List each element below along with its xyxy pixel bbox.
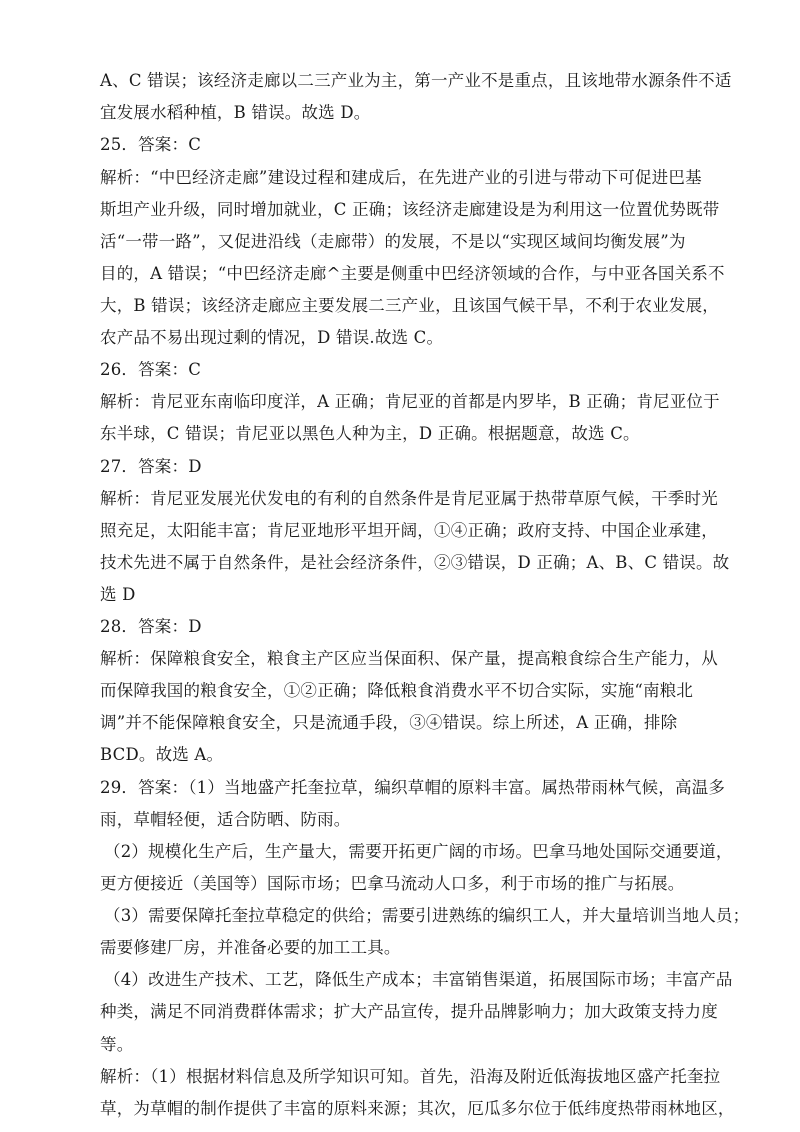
answer-heading-29: 29．答案：（1）当地盛产托奎拉草，编织草帽的原料丰富。属热带雨林气候，高温多 xyxy=(100,778,726,797)
answer-heading-28: 28．答案：D xyxy=(100,617,202,636)
text-line: （2）规模化生产后，生产量大，需要开拓更广阔的市场。巴拿马地处国际交通要道， xyxy=(104,842,733,861)
text-line: （4）改进生产技术、工艺，降低生产成本；丰富销售渠道，拓展国际市场；丰富产品 xyxy=(104,970,733,989)
answer-heading-26: 26．答案：C xyxy=(100,360,202,379)
text-line: A、C 错误；该经济走廊以二三产业为主，第一产业不是重点，且该地带水源条件不适 xyxy=(100,71,732,90)
answer-heading-25: 25．答案：C xyxy=(100,135,202,154)
text-line: 照充足，太阳能丰富；肯尼亚地形平坦开阔，①④正确；政府支持、中国企业承建， xyxy=(100,521,718,540)
text-line: 选 D xyxy=(100,585,136,604)
text-line: 农产品不易出现过剩的情况，D 错误.故选 C。 xyxy=(100,328,444,347)
text-line: 解析：肯尼亚东南临印度洋，A 正确；肯尼亚的首都是内罗毕，B 正确；肯尼亚位于 xyxy=(100,392,720,411)
text-line: 而保障我国的粮食安全，①②正确；降低粮食消费水平不切合实际，实施“南粮北 xyxy=(100,681,694,700)
text-line: 草，为草帽的制作提供了丰富的原料来源；其次，厄瓜多尔位于低纬度热带雨林地区， xyxy=(100,1099,735,1118)
text-line: 调”并不能保障粮食安全，只是流通手段，③④错误。综上所述，A 正确，排除 xyxy=(100,713,678,732)
text-line: （3）需要保障托奎拉草稳定的供给；需要引进熟练的编织工人，并大量培训当地人员； xyxy=(104,906,750,925)
text-line: 大，B 错误；该经济走廊应主要发展二三产业，且该国气候干旱，不利于农业发展， xyxy=(100,296,719,315)
text-line: 解析：“中巴经济走廊”建设过程和建成后，在先进产业的引进与带动下可促进巴基 xyxy=(100,168,702,187)
text-line: 宜发展水稻种植，B 错误。故选 D。 xyxy=(100,103,371,122)
text-line: 活“一带一路”，又促进沿线（走廊带）的发展，不是以“实现区域间均衡发展”为 xyxy=(100,232,686,251)
answer-heading-27: 27．答案：D xyxy=(100,457,202,476)
text-line: 东半球，C 错误；肯尼亚以黑色人种为主，D 正确。根据题意，故选 C。 xyxy=(100,424,640,443)
text-line: 斯坦产业升级，同时增加就业，C 正确；该经济走廊建设是为利用这一位置优势既带 xyxy=(100,200,720,219)
text-line: 技术先进不属于自然条件，是社会经济条件，②③错误，D 正确；A、B、C 错误。故 xyxy=(100,553,730,572)
text-line: 等。 xyxy=(100,1035,134,1054)
text-line: BCD。故选 A。 xyxy=(100,745,224,764)
text-line: 解析：保障粮食安全，粮食主产区应当保面积、保产量，提高粮食综合生产能力，从 xyxy=(100,649,718,668)
text-line: 解析：肯尼亚发展光伏发电的有利的自然条件是肯尼亚属于热带草原气候，干季时光 xyxy=(100,489,718,508)
text-line: 雨，草帽轻便，适合防晒、防雨。 xyxy=(100,810,351,829)
text-line: 更方便接近（美国等）国际市场；巴拿马流动人口多，利于市场的推广与拓展。 xyxy=(100,874,685,893)
text-line: 解析：（1）根据材料信息及所学知识可知。首先，沿海及附近低海拔地区盛产托奎拉 xyxy=(100,1067,721,1086)
text-line: 需要修建厂房，并准备必要的加工工具。 xyxy=(100,938,401,957)
text-line: 目的，A 错误；“中巴经济走廊^主要是侧重中巴经济领域的合作，与中亚各国关系不 xyxy=(100,264,725,283)
text-line: 种类，满足不同消费群体需求；扩大产品宣传，提升品牌影响力；加大政策支持力度 xyxy=(100,1002,718,1021)
